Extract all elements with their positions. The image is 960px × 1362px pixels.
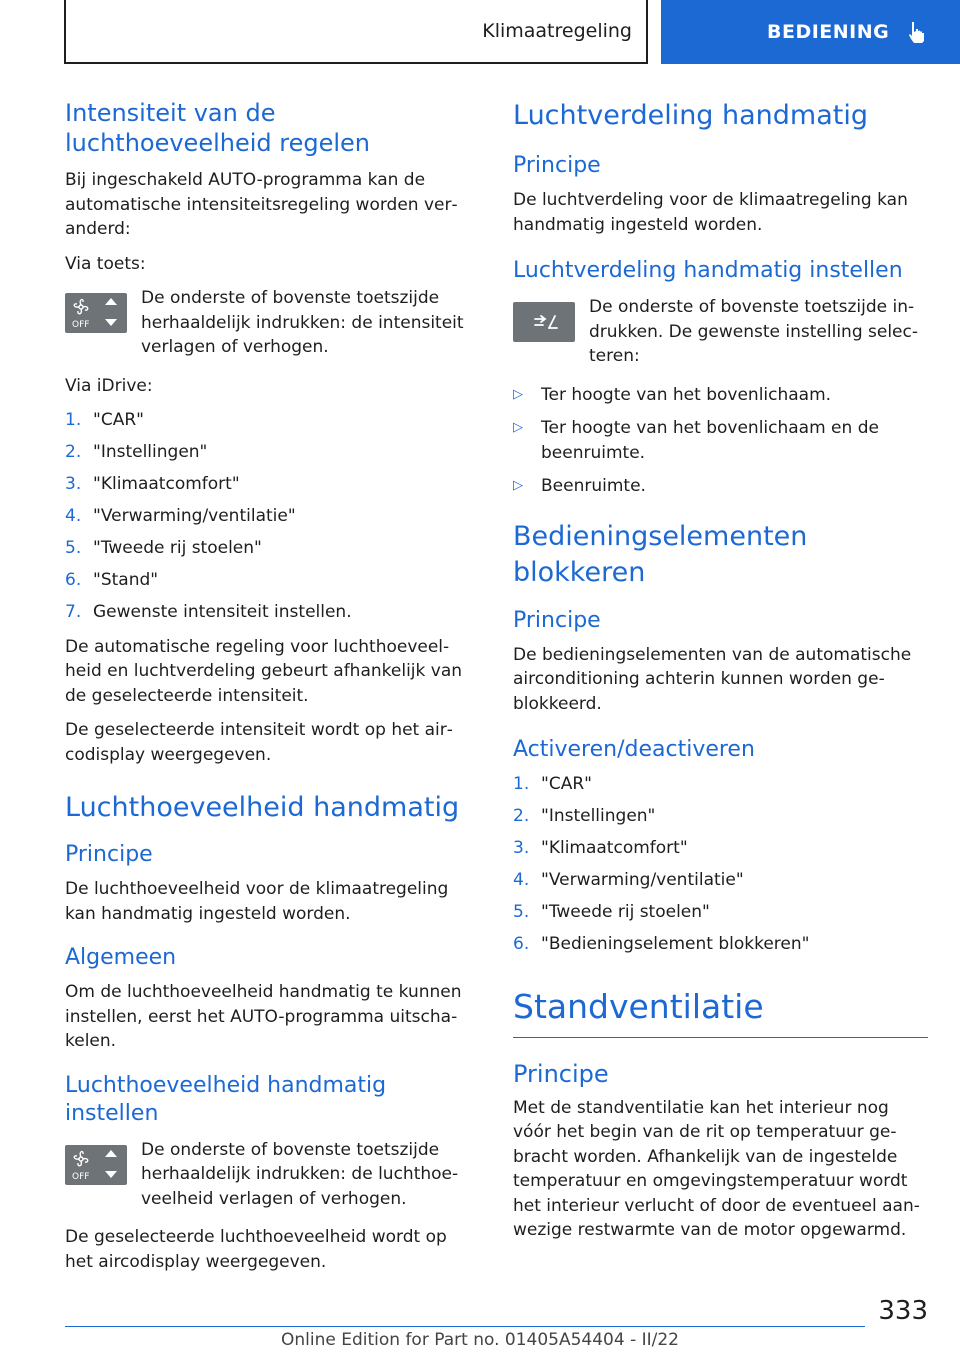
- paragraph: Met de standventilatie kan het interieur nog vóór het begin van de rit op temperatuur gebracht worden. Afhankelijk van de ingestelde temperatuur en omgevingstemperatuur wordt het interieur verlucht of door de eventueel aanwezige restwarmte van de motor opgewarmd.: [513, 1097, 920, 1240]
- key-instruction: [513, 295, 928, 369]
- header-chapter-title: BEDIENING: [767, 21, 890, 43]
- paragraph: De automatische regeling voor luchthoeveelheid en luchtverdeling gebeurt afhankelijk van de geselecteerde intensiteit.: [65, 636, 463, 706]
- svg-text:OFF: OFF: [72, 1171, 90, 1182]
- subsection-title-algemeen: Algemeen: [65, 945, 177, 970]
- subsection-title-principe: Principe: [513, 607, 601, 633]
- list-item: ▷ Beenruimte.: [513, 474, 928, 499]
- list-item: 4. "Verwarming/ventilatie": [65, 506, 296, 526]
- paragraph: De luchtverdeling voor de klimaatregeling kan handmatig ingesteld worden.: [513, 190, 908, 235]
- subsection-title-principe: Principe: [65, 842, 153, 867]
- paragraph: De geselecteerde intensiteit wordt op het aircodisplay weergegeven.: [65, 720, 453, 765]
- fan-icon: [65, 293, 127, 333]
- header-section-title: Klimaatregeling: [482, 20, 632, 42]
- svg-text:OFF: OFF: [72, 320, 90, 330]
- list-item: 5. "Tweede rij stoelen": [65, 538, 262, 558]
- key-description: De onderste of bovenste toetszijde herhaaldelijk indrukken: de luchthoeveelheid verlagen of verhogen.: [141, 1139, 459, 1209]
- list-item: 4. "Verwarming/ventilatie": [513, 870, 744, 890]
- key-description: De onderste of bovenste toetszijde herhaaldelijk indrukken: de intensiteit verlagen of verhogen.: [141, 288, 464, 357]
- list-item: 2. "Instellingen": [65, 442, 208, 462]
- subsection-title-principe: Principe: [513, 1059, 609, 1088]
- fan-icon: [65, 1145, 127, 1185]
- subsection-title-instellen: Luchthoeveelheid handmatig instellen: [65, 1072, 387, 1126]
- block-steps-list: [513, 772, 928, 957]
- list-item: 2. "Instellingen": [513, 806, 656, 826]
- list-item: 1. "CAR": [513, 774, 592, 794]
- section-title-intensiteit: Intensiteit van de luchthoeveelheid regelen: [65, 99, 371, 157]
- list-item: 7. Gewenste intensiteit instellen.: [65, 602, 352, 622]
- triangle-bullet-icon: ▷: [513, 478, 523, 493]
- list-item: 6. "Stand": [65, 570, 159, 590]
- right-column: [513, 98, 928, 1253]
- list-item: 6. "Bedieningselement blokkeren": [513, 934, 810, 954]
- header-section-box: [64, 0, 648, 64]
- list-item: 3. "Klimaatcomfort": [65, 474, 240, 494]
- section-title-luchtverdeling: Luchtverdeling handmatig: [513, 100, 869, 131]
- chapter-title-standventilatie: Standventilatie: [513, 986, 764, 1026]
- key-instruction: [65, 286, 475, 360]
- paragraph: Bij ingeschakeld AUTO-programma kan de automatische intensiteitsregeling worden veranderd:: [65, 170, 458, 239]
- key-instruction: [65, 1138, 475, 1212]
- air-distribution-options-list: [513, 383, 928, 499]
- page-number: 333: [878, 1296, 928, 1326]
- list-item: 1. "CAR": [65, 410, 144, 430]
- section-title-blokkeren: Bedieningselementen blokkeren: [513, 520, 808, 588]
- idrive-steps-list: [65, 408, 475, 625]
- paragraph: De geselecteerde luchthoeveelheid wordt op het aircodisplay weergegeven.: [65, 1227, 447, 1272]
- subsection-title-principe: Principe: [513, 153, 601, 178]
- triangle-bullet-icon: ▷: [513, 386, 523, 402]
- fan-off-key-icon: [65, 293, 127, 333]
- key-description: De onderste of bovenste toetszijde indrukken. De gewenste instelling selecteren:: [589, 297, 919, 366]
- air-distribution-key-icon: [513, 302, 575, 342]
- paragraph: De luchthoeveelheid voor de klimaatregeling kan handmatig ingesteld worden.: [65, 879, 449, 924]
- list-item: ▷ Ter hoogte van het bovenlichaam.: [513, 383, 928, 408]
- subsection-title-instellen: Luchtverdeling handmatig instellen: [513, 258, 903, 283]
- header-chapter-tab[interactable]: [661, 0, 960, 64]
- footer-divider: [65, 1326, 865, 1327]
- paragraph: De bedieningselementen van de automatische airconditioning achterin kunnen worden geblokkeerd.: [513, 644, 912, 714]
- paragraph: Via iDrive:: [65, 375, 153, 396]
- list-item: ▷ Ter hoogte van het bovenlichaam en de beenruimte.: [513, 416, 928, 465]
- paragraph: Via toets:: [65, 253, 146, 274]
- paragraph: Om de luchthoeveelheid handmatig te kunnen instellen, eerst het AUTO-programma uitschakelen.: [65, 982, 462, 1051]
- section-title-luchthoeveelheid: Luchthoeveelheid handmatig: [65, 792, 460, 823]
- list-item: 5. "Tweede rij stoelen": [513, 902, 710, 922]
- fan-off-key-icon: [65, 1145, 127, 1185]
- title-divider: [513, 1037, 928, 1038]
- footer-edition: Online Edition for Part no. 01405A54404 - II/22: [280, 1330, 679, 1350]
- pointing-hand-icon: [903, 19, 929, 45]
- subsection-title-activeren: Activeren/deactiveren: [513, 737, 755, 762]
- triangle-bullet-icon: ▷: [513, 420, 523, 435]
- list-item: 3. "Klimaatcomfort": [513, 838, 688, 858]
- left-column: [65, 98, 475, 1284]
- air-distribution-icon: [513, 302, 575, 342]
